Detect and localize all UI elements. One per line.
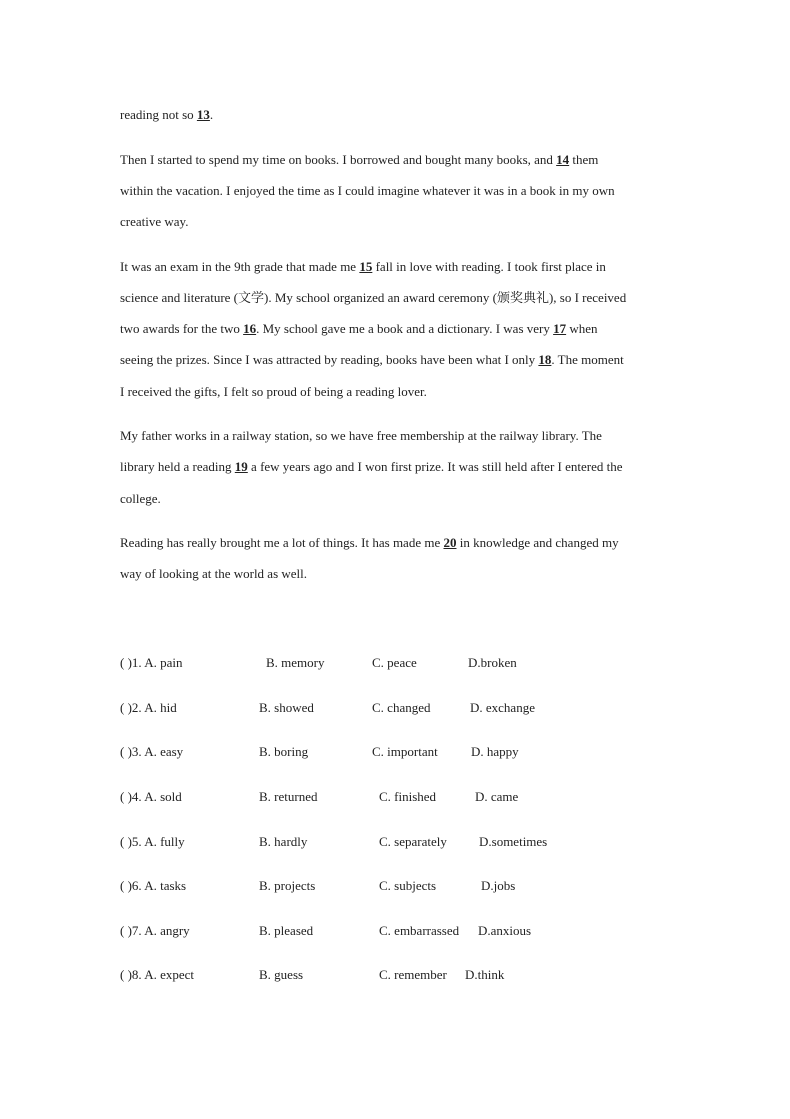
blank-number: 19 [234, 459, 248, 474]
blank-number: 16 [243, 321, 257, 336]
text-run: two awards for the two [120, 321, 244, 336]
option-d: D. exchange [470, 700, 535, 715]
blank-number: 15 [359, 259, 373, 274]
text-run: seeing the prizes. Since I was attracted by reading, books have been what I only [120, 352, 539, 367]
passage-line: science and literature (文学). My school organized an award ceremony (颁奖典礼), so I received [120, 290, 627, 305]
passage-line: I received the gifts, I felt so proud of being a reading lover. [120, 384, 427, 399]
text-run: them [569, 152, 599, 167]
question-lead: ( )7. A. angry [120, 923, 190, 938]
text-run: reading not so [120, 107, 197, 122]
option-c: C. embarrassed [379, 923, 460, 938]
text-run: Reading has really brought me a lot of things. It has made me [120, 535, 444, 550]
option-d: D.think [465, 967, 505, 982]
option-c: C. important [372, 744, 438, 759]
blank-number: 14 [556, 152, 570, 167]
question-lead: ( )3. A. easy [120, 744, 184, 759]
blank-number: 18 [538, 352, 552, 367]
passage-line [120, 107, 213, 123]
option-d: D.sometimes [479, 834, 548, 849]
question-lead: ( )6. A. tasks [120, 878, 187, 893]
question-lead: ( )2. A. hid [120, 700, 177, 715]
passage-line [120, 321, 598, 337]
text-run: a few years ago and I won first prize. It was still held after I entered the [247, 459, 623, 474]
passage-line: way of looking at the world as well. [120, 566, 308, 581]
passage-line [120, 459, 622, 475]
option-c: C. subjects [379, 878, 437, 893]
question-lead: ( )4. A. sold [120, 789, 182, 804]
option-d: D. came [475, 789, 519, 804]
option-d: D.anxious [478, 923, 532, 938]
blank-number: 13 [196, 107, 210, 122]
question-lead: ( )8. A. expect [120, 967, 195, 982]
option-b: B. returned [259, 789, 318, 804]
option-b: B. boring [259, 744, 309, 759]
option-d: D.broken [468, 655, 517, 670]
blank-number: 17 [553, 321, 567, 336]
option-b: B. hardly [259, 834, 308, 849]
option-c: C. remember [379, 967, 447, 982]
passage-line [120, 259, 606, 275]
text-run: Then I started to spend my time on books. I borrowed and bought many books, and [120, 152, 557, 167]
option-c: C. peace [372, 655, 417, 670]
option-c: C. changed [372, 700, 431, 715]
option-c: C. finished [379, 789, 437, 804]
passage-line: within the vacation. I enjoyed the time as I could imagine whatever it was in a book in my own [120, 183, 615, 198]
option-b: B. showed [259, 700, 314, 715]
text-run: . [209, 107, 214, 122]
option-b: B. guess [259, 967, 304, 982]
option-b: B. projects [259, 878, 316, 893]
option-b: B. memory [266, 655, 325, 670]
passage-line [120, 352, 624, 368]
option-d: D. happy [471, 744, 519, 759]
text-run: . The moment [551, 352, 624, 367]
option-d: D.jobs [481, 878, 516, 893]
option-b: B. pleased [259, 923, 314, 938]
text-run: library held a reading [120, 459, 235, 474]
text-run: It was an exam in the 9th grade that made me [120, 259, 360, 274]
text-run: when [566, 321, 598, 336]
text-run: . My school gave me a book and a dictionary. I was very [256, 321, 554, 336]
question-lead: ( )5. A. fully [120, 834, 185, 849]
passage-line [120, 152, 598, 168]
text-run: fall in love with reading. I took first place in [372, 259, 606, 274]
passage-line: college. [120, 491, 161, 506]
question-lead: ( )1. A. pain [120, 655, 183, 670]
blank-number: 20 [443, 535, 457, 550]
passage-line [120, 535, 619, 551]
passage-line: creative way. [120, 214, 189, 229]
text-run: in knowledge and changed my [456, 535, 619, 550]
passage-line: My father works in a railway station, so we have free membership at the railway library. The [120, 428, 602, 443]
option-c: C. separately [379, 834, 447, 849]
